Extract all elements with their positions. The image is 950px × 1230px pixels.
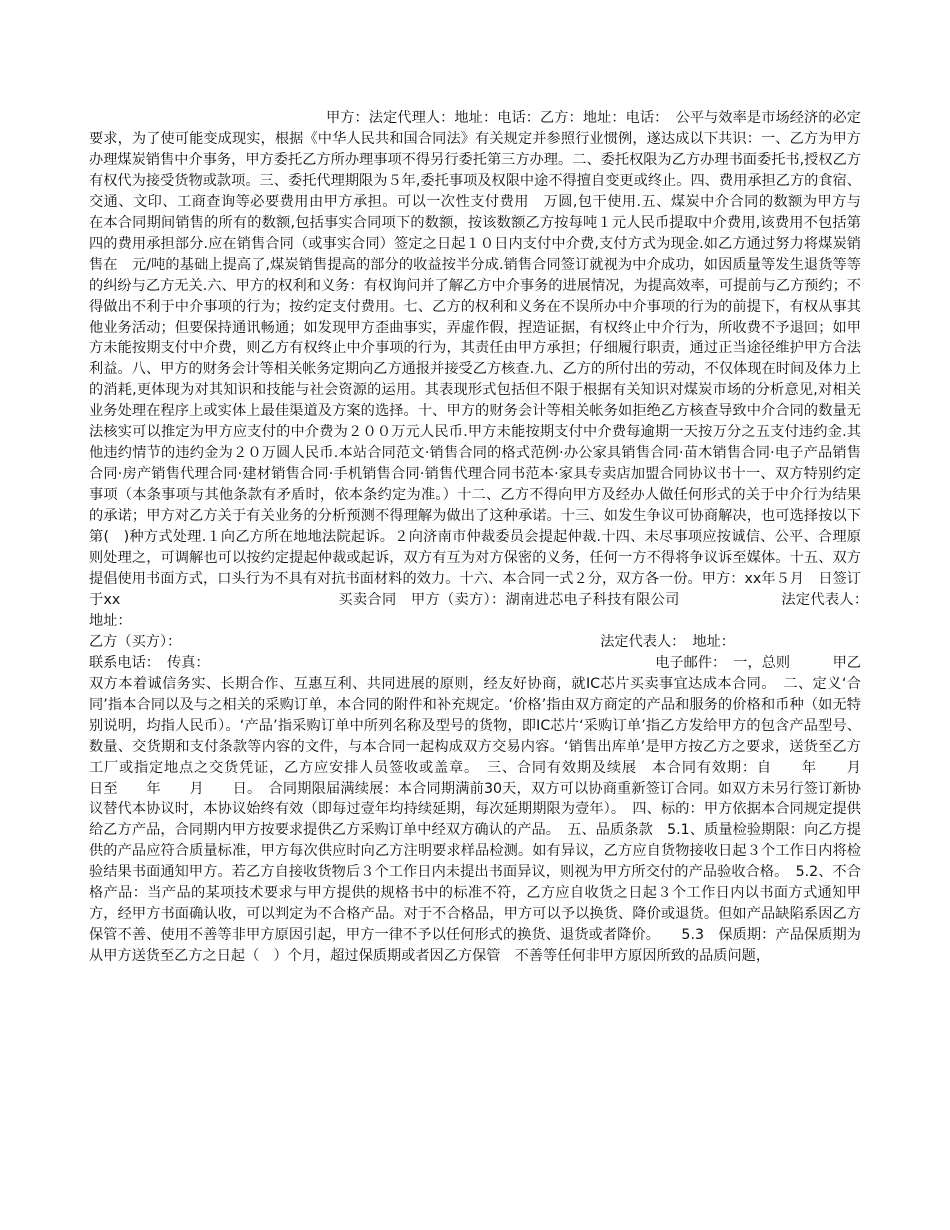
sales-contract-text: 双方本着诚信务实、长期合作、互惠互利、共同进展的原则，经友好协商，就IC芯片买卖事宜达成本合同。 二、定义‘合同’指本合同以及与之相关的采购订单，本合同的附件和补充规定。‘价格’指由双方商定的产品和服务的价格和币种（如无特别说明，均指人民币）。‘产品’指采购订单中所列名称及型号的货物，即IC芯片‘采购订单’指乙方发给甲方的包含产品型号、数量、交货期和支付条款等内容的文件，与本合同一起构成双方交易内容。‘销售出库单’是甲方按乙方之要求，送货至乙方工厂或指定地点之交货凭证，乙方应安排人员签收或盖章。 三、合同有效期及续展 本合同有效期：自 年 月 日至 年 月 日。 合同期限届满续展：本合同期满前30天，双方可以协商重新签订合同。如双方未另行签订新协议替代本协议时，本协议始终有效（即每过壹年均持续延期，每次延期期限为壹年）。 四、标的：甲方依据本合同规定提供给乙方产品，合同期内甲方按要求提供乙方采购订单中经双方确认的产品。 五、品质条款 5.1、质量检验期限：向乙方提供的产品应符合质量标准，甲方每次供应时向乙方注明要求样品检测。如有异议，乙方应自货物接收日起３个工作日内将检验结果书面通知甲方。若乙方自接收货物后３个工作日内未提出书面异议，则视为甲方所交付的产品验收合格。 5.2、不合格产品：当产品的某项技术要求与甲方提供的规格书中的标准不符，乙方应自收货之日起３个工作日内以书面方式通知甲方，经甲方书面确认收，可以判定为不合格产品。对于不合格品，甲方可以予以换货、降价或退货。但如产品缺陷系因乙方保管不善、使用不善等非甲方原因引起，甲方一律不予以任何形式的换货、退货或者降价。 5.3 保质期：产品保质期为从甲方送货至乙方之日起（ ）个月，超过保质期或者因乙方保管 不善等任何非甲方原因所致的品质问题， [89,675,890,965]
email-label: 电子邮件： 一，总则 甲乙 [655,654,861,671]
commission-agreement-text: 甲方：法定代理人：地址：电话：乙方：地址：电话： 公平与效率是市场经济的必定要求，为了使可能变成现实，根据《中华人民共和国合同法》有关规定并参照行业惯例，遂达成以下共识：一、乙方为甲方办理煤炭销售中介事务，甲方委托乙方所办理事项不得另行委托第三方办理。二、委托权限为乙方办理书面委托书,授权乙方有权代为接受货物或款项。三、委托代理期限为５年,委托事项及权限中途不得擅自变更或终止。四、费用承担乙方的食宿、交通、文印、工商查询等必要费用由甲方承担。可以一次性支付费用 万圆,包干使用.五、煤炭中介合同的数额为甲方与 在本合同期间销售的所有的数额,包括事实合同项下的数额，按该数额乙方按每吨１元人民币提取中介费用,该费用不包括第四的费用承担部分.应在销售合同（或事实合同）签定之日起１０日内支付中介费,支付方式为现金.如乙方通过努力将煤炭销售在 元/吨的基础上提高了,煤炭销售提高的部分的收益按半分成.销售合同签订就视为中介成功，如因质量等发生退货等等的纠纷与乙方无关.六、甲方的权利和义务：有权询问并了解乙方中介事务的进展情况，为提高效率，可提前与乙方预约；不得做出不利于中介事项的行为；按约定支付费用。七、乙方的权利和义务在不误所办中介事项的行为的前提下，有权从事其他业务活动；但要保持通讯畅通；如发现甲方歪曲事实，弄虚作假，捏造证据，有权终止中介行为，所收费不予退回；如甲方未能按期支付中介费，则乙方有权终止中介事项的行为，其责任由甲方承担；仔细履行职责，通过正当途径维护甲方合法利益。八、甲方的财务会计等相关帐务定期向乙方通报并接受乙方核查.九、乙方的所付出的劳动，不仅体现在时间及体力上的消耗,更体现为对其知识和技能与社会资源的运用。其表现形式包括但不限于根据有关知识对煤炭市场的分析意见,对相关业务处理在程序上或实体上最佳渠道及方案的选择。十、甲方的财务会计等相关帐务如拒绝乙方核查导致中介合同的数量无法核实可以推定为甲方应支付的中介费为２００万元人民币.甲方未能按期支付中介费每逾期一天按万分之五支付违约金.其他违约情节的违约金为２０万圆人民币.本站合同范文·销售合同的格式范例·办公家具销售合同·苗木销售合同·电子产品销售合同·房产销售代理合同·建材销售合同·手机销售合同·销售代理合同书范本·家具专卖店加盟合同协议书十一、双方特别约定事项（本条事项与其他条款有矛盾时，依本条约定为准。）十二、乙方不得向甲方及经办人做任何形式的关于中介行为结果的承诺；甲方对乙方关于有关业务的分析预测不得理解为做出了这种承诺。十三、如发生争议可协商解决，也可选择按以下第( )种方式处理.１向乙方所在地地法院起诉。２向济南市仲裁委员会提起仲裁.十四、未尽事项应按诚信、公平、合理原则处理之，可调解也可以按约定提起仲裁或起诉，双方有互为对方保密的义务，任何一方不得将争议诉至媒体。十五、双方提倡使用书面方式，口头行为不具有对抗书面材料的效力。十六、本合同一式２分，双方各一份。甲方：xx年５月 日签订于xx 买卖合同 甲方（卖方）：湖南进芯电子科技有限公司 法定代表人： 地址： [89,110,890,629]
contact-row [89,653,861,674]
contact-label: 联系电话： 传真： [89,654,210,671]
party-b-row [89,632,861,653]
party-b-label: 乙方（买方）： [89,633,182,650]
party-b-representative: 法定代表人： 地址： [600,633,735,650]
document-page [89,108,890,967]
